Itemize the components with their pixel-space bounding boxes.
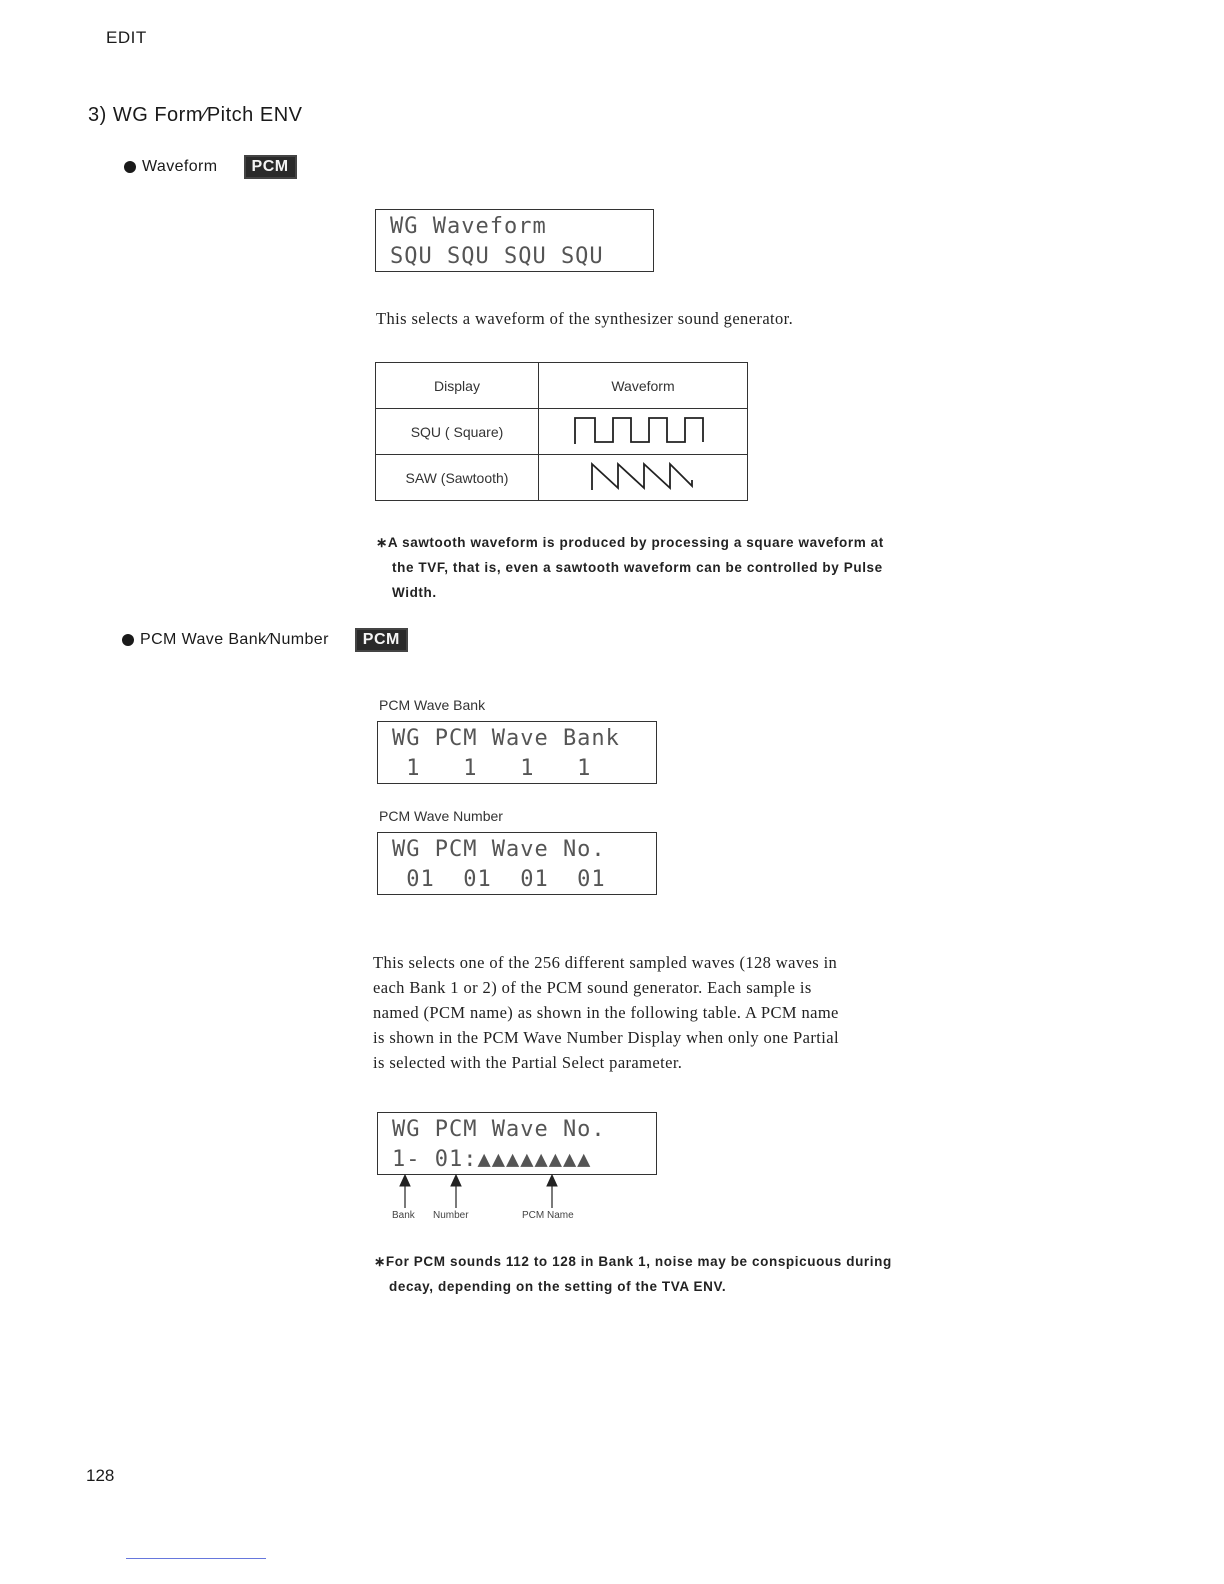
waveform-note <box>376 530 884 605</box>
arrow-label-number: Number <box>433 1210 469 1221</box>
waveform-heading <box>124 155 297 179</box>
lcd-line-1: WG PCM Wave Bank <box>392 726 620 751</box>
para-line: This selects one of the 256 different sampled waves (128 waves in <box>373 953 838 972</box>
lcd-line-2: 01 01 01 01 <box>392 867 606 892</box>
pcm-badge: PCM <box>244 155 297 179</box>
bullet-icon <box>124 161 136 173</box>
note-line: ∗A sawtooth waveform is produced by processing a square waveform at <box>376 535 884 550</box>
pcm-heading-text: PCM Wave Bank∕Number <box>140 631 329 648</box>
lcd-line-1: WG Waveform <box>390 214 547 239</box>
bank-lcd <box>377 721 657 784</box>
arrow-label-pcm-name: PCM Name <box>522 1210 574 1221</box>
waveform-lcd <box>375 209 654 272</box>
note-line: ∗For PCM sounds 112 to 128 in Bank 1, noise may be conspicuous during <box>374 1254 892 1269</box>
bank-label: PCM Wave Bank <box>379 697 486 713</box>
number-lcd <box>377 832 657 895</box>
para-line: named (PCM name) as shown in the following table. A PCM name <box>373 1003 839 1022</box>
table-cell-display: SAW (Sawtooth) <box>376 455 539 501</box>
pcm-heading <box>122 628 408 652</box>
divider <box>126 1558 266 1559</box>
waveform-heading-text: Waveform <box>142 158 218 175</box>
table-cell-display: SQU ( Square) <box>376 409 539 455</box>
table-row <box>376 455 748 501</box>
table-header-waveform: Waveform <box>539 363 748 409</box>
note-line: the TVF, that is, even a sawtooth waveform can be controlled by Pulse <box>392 560 883 575</box>
pcm-note <box>374 1249 892 1299</box>
number-arrow-icon <box>451 1175 461 1208</box>
waveform-table <box>375 362 748 501</box>
para-line: is shown in the PCM Wave Number Display when only one Partial <box>373 1028 839 1047</box>
sawtooth-wave-icon <box>539 455 748 501</box>
arrow-label-bank: Bank <box>392 1210 415 1221</box>
table-header-display: Display <box>376 363 539 409</box>
square-wave-icon <box>539 409 748 455</box>
bank-arrow-icon <box>400 1175 410 1208</box>
arrows-diagram <box>385 1174 585 1210</box>
number-label: PCM Wave Number <box>379 808 503 824</box>
lcd-line-2: SQU SQU SQU SQU <box>390 244 604 269</box>
page-header: EDIT <box>106 28 147 47</box>
section-title: 3) WG Form∕Pitch ENV <box>88 104 303 126</box>
note-line: Width. <box>392 585 437 600</box>
lcd-line-2: 1 1 1 1 <box>392 756 592 781</box>
page-number: 128 <box>86 1466 115 1485</box>
lcd-line-2: 1- 01:▲▲▲▲▲▲▲▲ <box>392 1147 592 1172</box>
lcd-line-1: WG PCM Wave No. <box>392 1117 606 1142</box>
pcm-badge: PCM <box>355 628 408 652</box>
waveform-description: This selects a waveform of the synthesizer sound generator. <box>376 309 794 328</box>
bullet-icon <box>122 634 134 646</box>
table-header-row <box>376 363 748 409</box>
para-line: is selected with the Partial Select parameter. <box>373 1053 683 1072</box>
pcm-description <box>373 950 985 1075</box>
para-line: each Bank 1 or 2) of the PCM sound generator. Each sample is <box>373 978 812 997</box>
table-row <box>376 409 748 455</box>
note-line: decay, depending on the setting of the TVA ENV. <box>389 1279 727 1294</box>
lcd-line-1: WG PCM Wave No. <box>392 837 606 862</box>
pcm-name-lcd <box>377 1112 657 1175</box>
pcm-name-arrow-icon <box>547 1175 557 1208</box>
